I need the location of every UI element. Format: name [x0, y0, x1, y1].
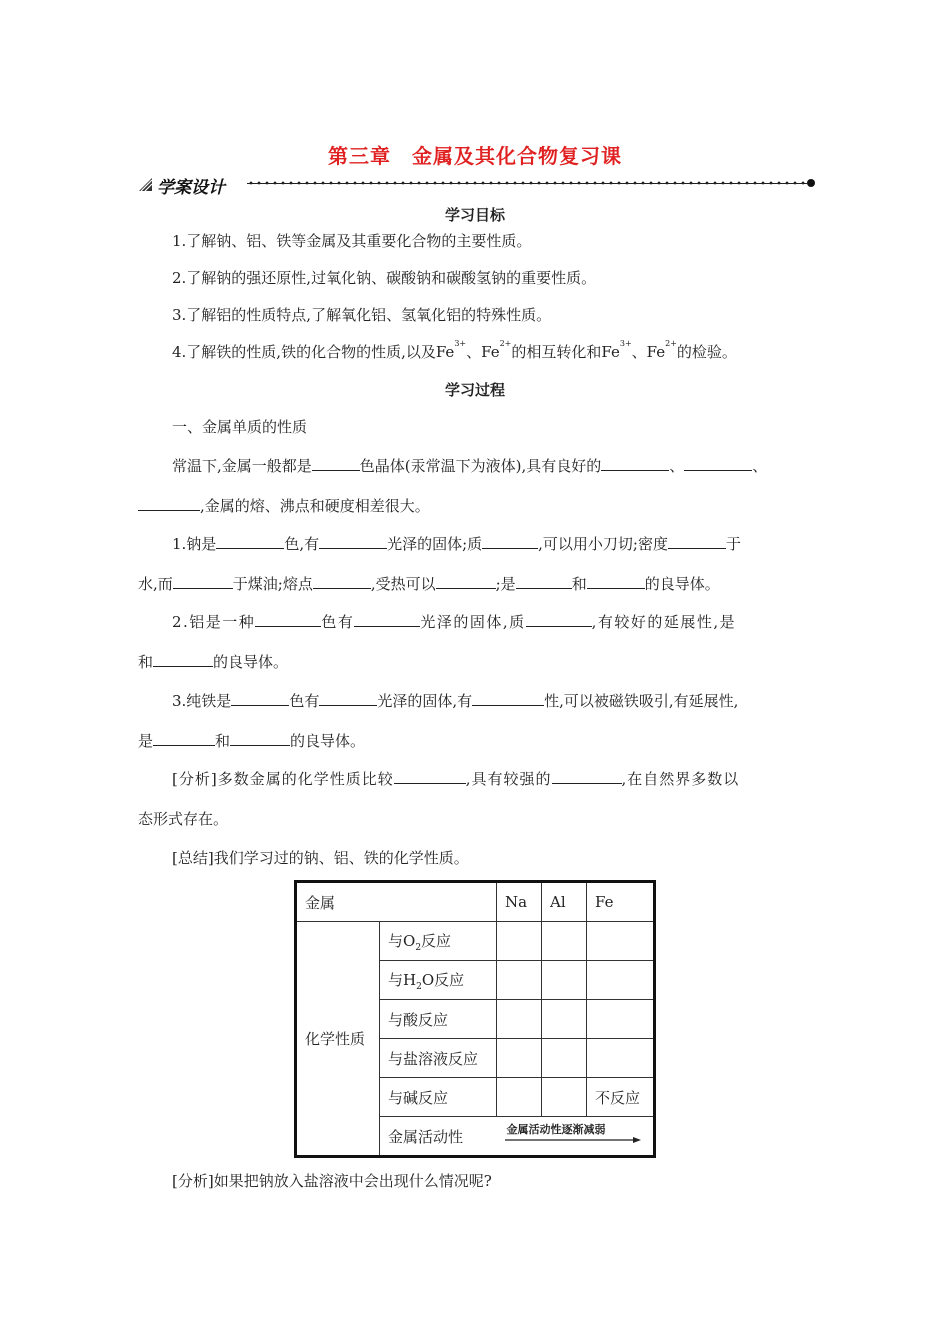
- process-heading: 学习过程: [444, 381, 505, 399]
- paragraph-metals: 常温下,金属一般都是 色晶体(汞常温下为液体),具有良好的 、 、: [172, 457, 768, 475]
- header-na: Na: [497, 882, 542, 922]
- objective-1: 1.了解钠、铝、铁等金属及其重要化合物的主要性质。: [172, 232, 532, 250]
- table-cell: [542, 1000, 587, 1039]
- table-cell: [497, 922, 542, 961]
- table-header-row: [296, 882, 655, 922]
- objectives-heading: 学习目标: [444, 206, 505, 224]
- banner-label: 学案设计: [157, 178, 225, 198]
- table-cell: [587, 1000, 655, 1039]
- header-fe: Fe: [587, 882, 655, 922]
- table-cell: [542, 1039, 587, 1078]
- activity-trend-label: 金属活动性逐渐减弱: [506, 1123, 606, 1136]
- analysis-1-line-2: 态形式存在。: [138, 810, 229, 828]
- section-1-title: 一、金属单质的性质: [172, 418, 308, 436]
- sodium-line-1: 1.钠是 色,有 光泽的固体;质 ,可以用小刀切;密度 于: [172, 535, 741, 553]
- row-label: 与酸反应: [380, 1000, 497, 1039]
- table-cell: [542, 1078, 587, 1117]
- table-cell: [497, 1000, 542, 1039]
- table-cell: [587, 1039, 655, 1078]
- banner-dots: [247, 180, 807, 186]
- paragraph-metals-cont: ,金属的熔、沸点和硬度相差很大。: [138, 495, 430, 516]
- page-title: 第三章 金属及其化合物复习课: [328, 144, 622, 168]
- table-cell: [587, 922, 655, 961]
- banner-triangle-icon: [137, 176, 153, 192]
- objective-4: 4.了解铁的性质,铁的化合物的性质,以及$Fe^{3+}$、$Fe^{2+}$的相互转化和$Fe^{3+}$、$Fe^{2+}$的检验。: [172, 339, 737, 361]
- aluminum-line-1: 2.铝是一种 色有 光泽的固体,质 ,有较好的延展性,是: [172, 613, 737, 631]
- row-label: 与碱反应: [380, 1078, 497, 1117]
- fe-base-cell: 不反应: [587, 1078, 655, 1117]
- iron-line-1: 3.纯铁是 色有 光泽的固体,有 性,可以被磁铁吸引,有延展性,: [172, 692, 739, 710]
- table-cell: [497, 961, 542, 1000]
- iron-line-2: 是 和 的良导体。: [138, 732, 366, 750]
- analysis-2: [分析]如果把钠放入盐溶液中会出现什么情况呢?: [172, 1172, 492, 1190]
- table-cell: [497, 1078, 542, 1117]
- chemical-properties-table: [294, 880, 656, 1158]
- group-label: 化学性质: [296, 922, 380, 1157]
- analysis-1-line-1: [分析]多数金属的化学性质比较 ,具有较强的 ,在自然界多数以: [172, 770, 740, 788]
- summary-line: [总结]我们学习过的钠、铝、铁的化学性质。: [172, 849, 469, 867]
- table-cell: [542, 961, 587, 1000]
- sodium-line-2: 水,而 于煤油;熔点 ,受热可以 ;是 和 的良导体。: [138, 575, 720, 593]
- row-label: 与$O_2$反应: [380, 922, 497, 961]
- header-metal: 金属: [296, 882, 497, 922]
- table-cell: [542, 922, 587, 961]
- section-banner: [135, 172, 815, 196]
- objective-2: 2.了解钠的强还原性,过氧化钠、碳酸钠和碳酸氢钠的重要性质。: [172, 269, 597, 287]
- right-arrow-icon: [503, 1135, 643, 1145]
- row-label: 与盐溶液反应: [380, 1039, 497, 1078]
- banner-end-dot: [807, 179, 815, 187]
- row-label: 与$H_2O$反应: [380, 961, 497, 1000]
- header-al: Al: [542, 882, 587, 922]
- table-cell: [497, 1039, 542, 1078]
- objective-3: 3.了解铝的性质特点,了解氧化铝、氢氧化铝的特殊性质。: [172, 306, 552, 324]
- table-cell: [587, 961, 655, 1000]
- table-row: [296, 922, 655, 961]
- aluminum-line-2: 和 的良导体。: [138, 653, 289, 671]
- row-label: 金属活动性: [380, 1117, 497, 1157]
- activity-trend-cell: [497, 1117, 655, 1157]
